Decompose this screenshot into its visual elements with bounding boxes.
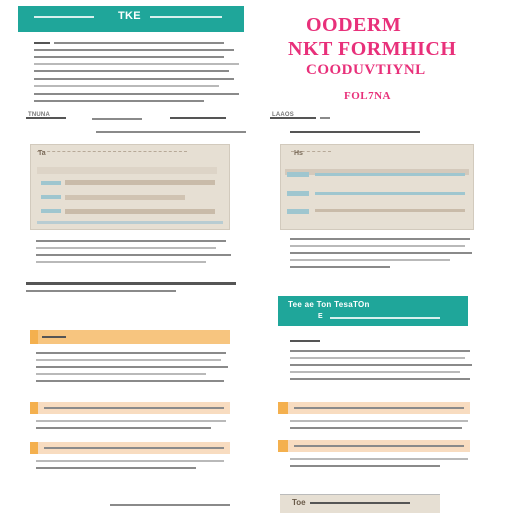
left-panel-label: Ta	[38, 150, 46, 157]
right-banner-line-1: Tee ae Ton TesaTOn	[288, 300, 370, 309]
left-orange-marker-1	[30, 402, 38, 414]
right-text-line	[290, 427, 462, 429]
right-table-panel	[280, 144, 474, 230]
left-orange-line	[44, 447, 224, 449]
left-heading: TNUNA	[28, 112, 50, 118]
banner-text-line	[330, 317, 440, 319]
right-text-line	[290, 465, 440, 467]
left-orange-marker	[30, 330, 38, 344]
left-orange-line	[44, 407, 224, 409]
right-heading: LAAOS	[272, 112, 294, 118]
left-text-line	[36, 467, 196, 469]
bottom-left-line	[110, 504, 230, 506]
left-text-line	[36, 420, 226, 422]
banner-text-line	[34, 16, 94, 18]
left-table-panel	[30, 144, 230, 230]
header-banner-text: TKE	[118, 10, 141, 22]
title-line-1: OODERM	[306, 14, 402, 36]
right-orange-marker-2	[278, 440, 288, 452]
left-text-line	[36, 427, 211, 429]
right-panel-label: Hs	[294, 150, 303, 157]
right-orange-line	[294, 407, 464, 409]
title-line-2: NKT FORMHICH	[288, 38, 457, 60]
left-orange-marker-2	[30, 442, 38, 454]
right-text-line	[290, 458, 468, 460]
title-line-4: FOL7NA	[344, 90, 391, 102]
title-line-3: COODUVTIYNL	[306, 62, 426, 78]
bottom-panel-label: Toe	[292, 498, 306, 507]
right-orange-marker-1	[278, 402, 288, 414]
right-text-line	[290, 420, 468, 422]
banner-text-line	[150, 16, 222, 18]
left-text-line	[36, 460, 224, 462]
right-banner-line-2: E	[318, 313, 323, 320]
right-orange-line	[294, 445, 464, 447]
left-orange-header-text	[42, 336, 66, 338]
bottom-panel-line	[310, 502, 410, 504]
